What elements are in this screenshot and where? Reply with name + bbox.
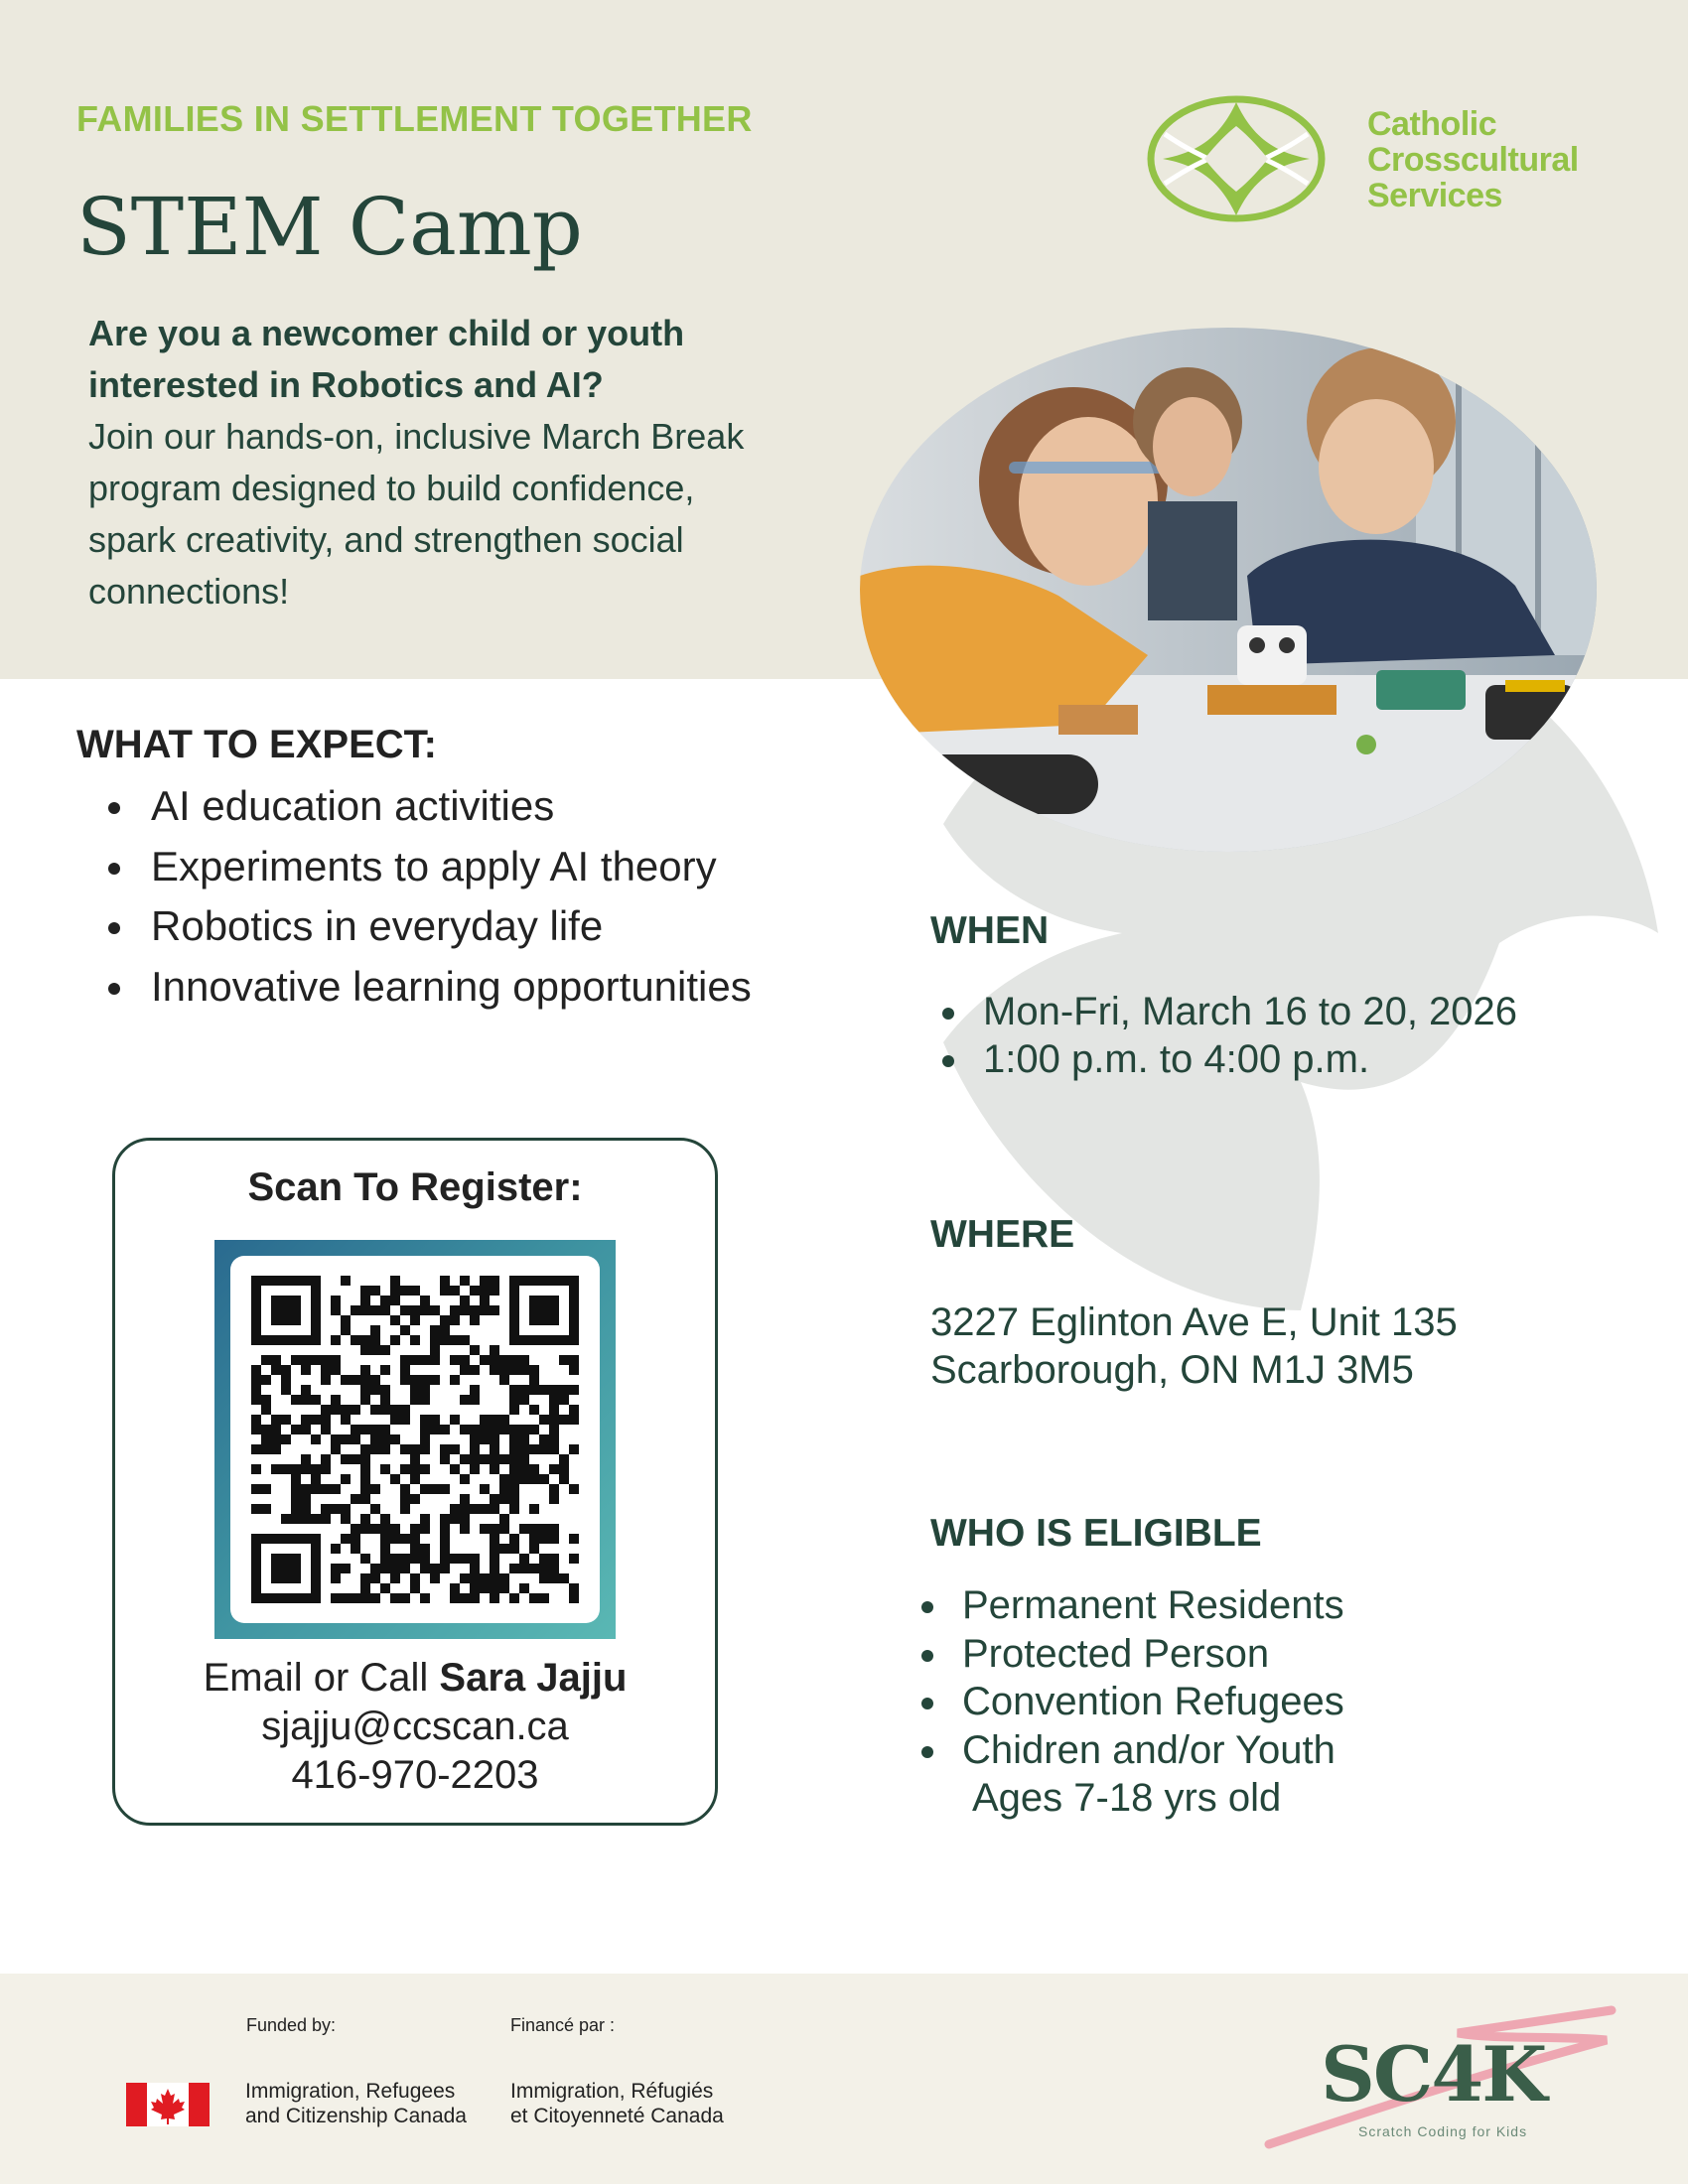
contact-name: Sara Jajju xyxy=(439,1656,628,1700)
where-heading: WHERE xyxy=(930,1213,1075,1256)
registration-card xyxy=(112,1138,718,1826)
when-heading: WHEN xyxy=(930,909,1050,952)
contact-info xyxy=(115,1654,715,1800)
logo-line: Crosscultural xyxy=(1367,141,1579,179)
intro-body: Join our hands-on, inclusive March Break program designed to build confidence, spark creativity, and strengthen social connections! xyxy=(88,416,745,612)
list-item: AI education activities xyxy=(104,776,752,837)
ircc-line: Immigration, Réfugiés xyxy=(510,2080,714,2103)
list-item: Convention Refugees xyxy=(917,1678,1344,1726)
logo-line: Catholic xyxy=(1367,105,1497,143)
children-robotics-photo xyxy=(860,328,1597,852)
list-item: Chidren and/or Youth xyxy=(917,1726,1344,1775)
ircc-name-english xyxy=(245,2079,467,2128)
what-to-expect-list xyxy=(104,776,752,1017)
intro-question: Are you a newcomer child or youth interested in Robotics and AI? xyxy=(88,313,685,405)
ircc-line: Immigration, Refugees xyxy=(245,2080,456,2103)
address-line: 3227 Eglinton Ave E, Unit 135 xyxy=(930,1300,1458,1344)
when-list xyxy=(938,988,1517,1083)
list-item: 1:00 p.m. to 4:00 p.m. xyxy=(938,1035,1517,1083)
eligible-heading: WHO IS ELIGIBLE xyxy=(930,1512,1262,1555)
list-item-continuation: Ages 7-18 yrs old xyxy=(972,1776,1282,1820)
what-to-expect-heading: WHAT TO EXPECT: xyxy=(76,723,437,766)
contact-prefix: Email or Call xyxy=(203,1656,440,1700)
logo-line: Services xyxy=(1367,177,1502,214)
qr-code-panel xyxy=(230,1256,600,1623)
sc4k-wordmark: SC4K xyxy=(1321,2030,1546,2118)
intro-text xyxy=(88,308,764,617)
ccs-leaf-globe-icon xyxy=(1147,94,1326,223)
qr-code-icon[interactable] xyxy=(250,1276,580,1603)
list-item: Protected Person xyxy=(917,1630,1344,1679)
funded-by-label: Funded by: xyxy=(246,2015,337,2035)
contact-phone[interactable]: 416-970-2203 xyxy=(291,1753,539,1797)
register-heading: Scan To Register: xyxy=(247,1165,583,1209)
page-title: STEM Camp xyxy=(76,181,583,273)
where-address xyxy=(930,1298,1458,1394)
contact-email[interactable]: sjajju@ccscan.ca xyxy=(261,1705,569,1748)
list-item: Permanent Residents xyxy=(917,1581,1344,1630)
sc4k-logo xyxy=(1259,1995,1621,2154)
ircc-line: and Citizenship Canada xyxy=(245,2105,467,2127)
list-item: Mon-Fri, March 16 to 20, 2026 xyxy=(938,988,1517,1035)
ircc-name-french xyxy=(510,2079,724,2128)
finance-par-label: Financé par : xyxy=(510,2015,616,2035)
eligible-list xyxy=(917,1581,1344,1823)
ircc-line: et Citoyenneté Canada xyxy=(510,2105,724,2127)
qr-code-frame[interactable] xyxy=(214,1240,616,1639)
list-item: Experiments to apply AI theory xyxy=(104,837,752,897)
canada-flag-icon xyxy=(126,2083,210,2126)
program-name: FAMILIES IN SETTLEMENT TOGETHER xyxy=(76,98,753,139)
ccs-logo-text xyxy=(1367,106,1579,213)
sc4k-tagline: Scratch Coding for Kids xyxy=(1358,2123,1528,2139)
ccs-logo xyxy=(1147,94,1584,223)
list-item: Innovative learning opportunities xyxy=(104,957,752,1018)
list-item: Robotics in everyday life xyxy=(104,896,752,957)
contact-line xyxy=(115,1654,715,1703)
address-line: Scarborough, ON M1J 3M5 xyxy=(930,1348,1414,1392)
